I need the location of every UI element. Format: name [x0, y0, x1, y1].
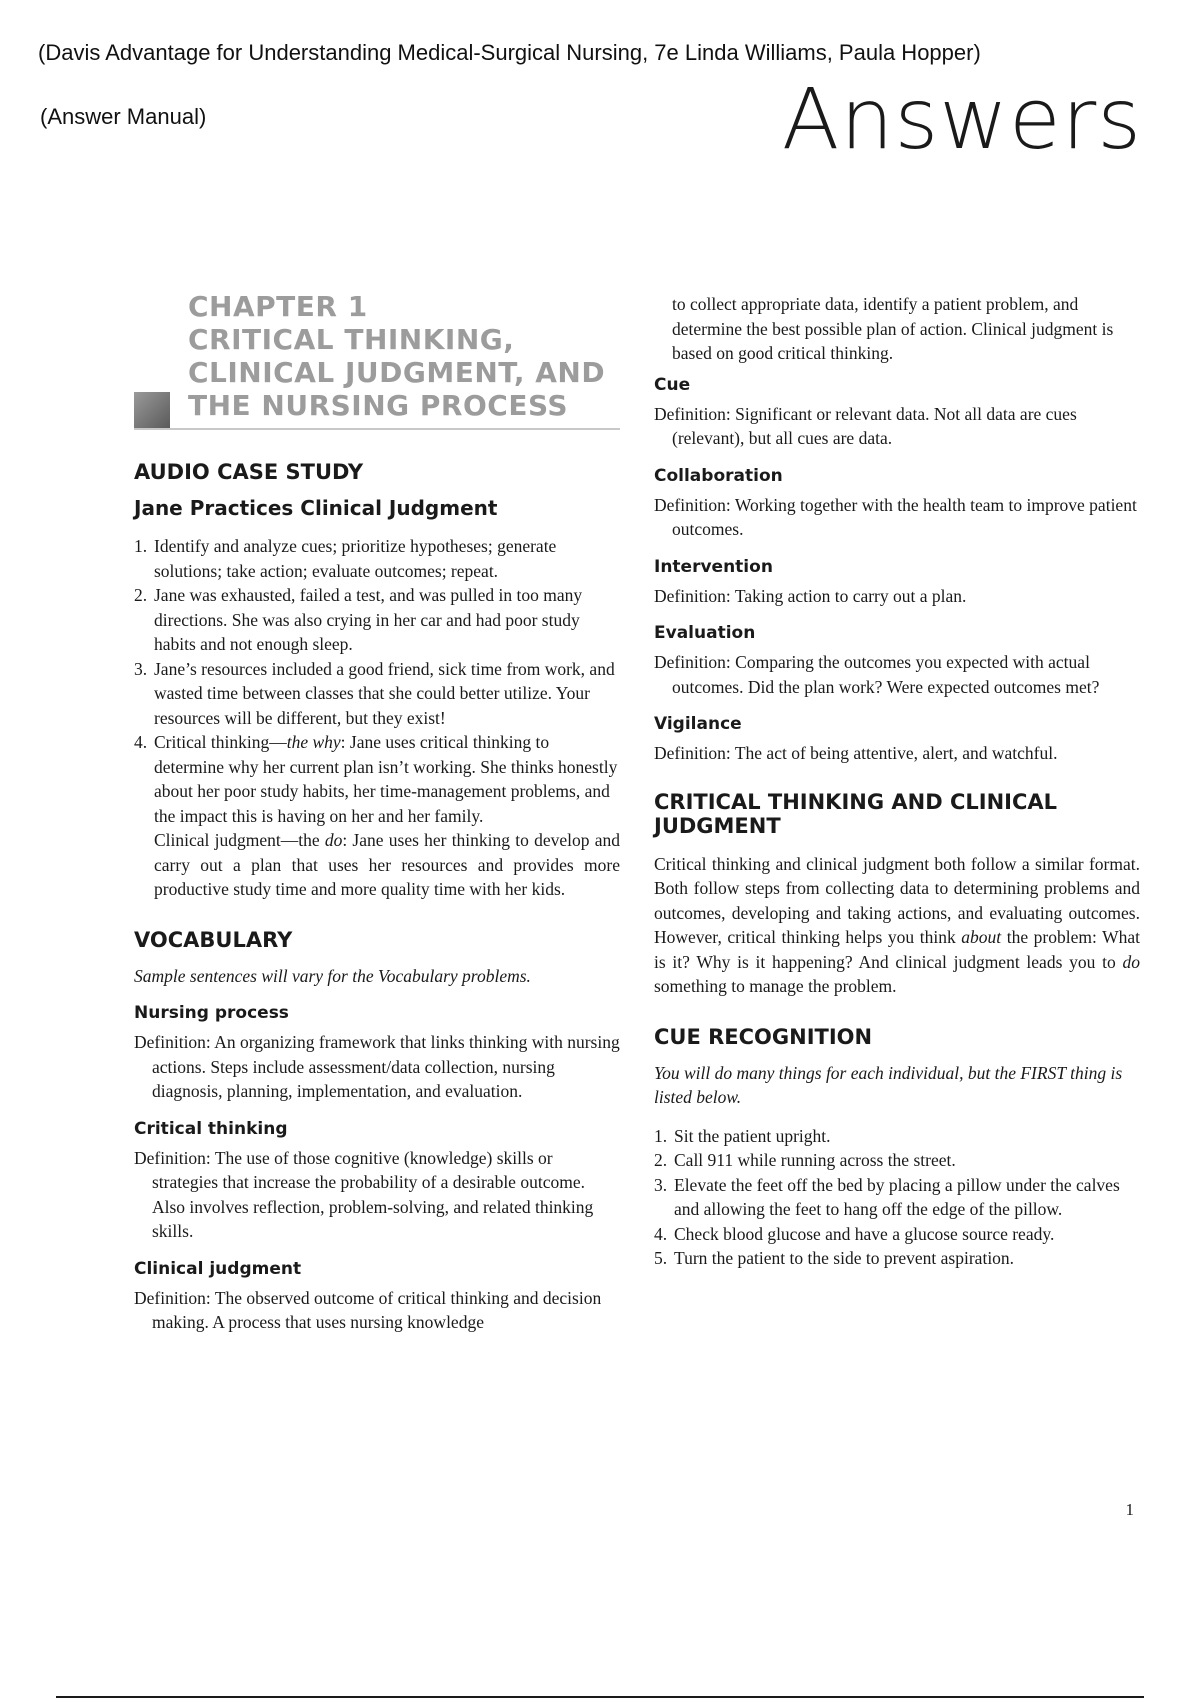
- source-citation: (Davis Advantage for Understanding Medical-Surgical Nursing, 7e Linda Williams, Paula Hopper): [38, 40, 981, 65]
- term-heading: Nursing process: [134, 1003, 289, 1023]
- term-heading: Collaboration: [654, 465, 783, 486]
- vocabulary-heading: VOCABULARY: [134, 927, 293, 952]
- term-definition: Definition: Significant or relevant data. Not all data are cues (relevant), but all cues are data.: [654, 403, 1077, 448]
- right-column: [654, 292, 1140, 1297]
- answer-manual-label: (Answer Manual): [40, 104, 207, 129]
- list-item: 3. Jane’s resources included a good friend, sick time from work, and wasted time between classes that she could better utilize. Your resources will be different, but they exist!: [134, 658, 615, 728]
- list-item: 4. Critical thinking—the why: Jane uses critical thinking to determine why her current plan isn’t working. She thinks honestly about her poor study habits, her time-management problems, and the impact this is having on her and her family.: [134, 732, 618, 826]
- term-heading: Evaluation: [654, 623, 756, 643]
- chapter-marker-block: [134, 392, 170, 428]
- list-item: 2. Call 911 while running across the street.: [654, 1150, 956, 1170]
- chapter-line: THE NURSING PROCESS: [188, 389, 569, 422]
- term-definition: Definition: An organizing framework that links thinking with nursing actions. Steps include assessment/data collection, nursing diagnosis, planning, implementation, and evaluation.: [134, 1032, 620, 1101]
- term-definition: Definition: The act of being attentive, alert, and watchful.: [654, 743, 1058, 763]
- list-item: 3. Elevate the feet off the bed by placing a pillow under the calves and allowing the feet to hang off the edge of the pillow.: [654, 1174, 1120, 1219]
- term-definition: Definition: The observed outcome of critical thinking and decision making. A process that uses nursing knowledge: [134, 1287, 602, 1332]
- chapter-line: CLINICAL JUDGMENT, AND: [188, 356, 606, 389]
- list-item: 1. Sit the patient upright.: [654, 1125, 831, 1146]
- term-heading: Vigilance: [654, 714, 742, 734]
- term-heading: Critical thinking: [134, 1118, 288, 1139]
- audio-case-list: [134, 534, 620, 828]
- term-heading: Intervention: [654, 556, 773, 577]
- list-item: 2. Jane was exhausted, failed a test, and was pulled in too many directions. She was also crying in her car and had poor study habits and not enough sleep.: [134, 585, 583, 654]
- clinical-judgment-paragraph: Clinical judgment—the do: Jane uses her thinking to develop and carry out a plan that uses her resources and provides more productive study time and more quality time with her kids.: [154, 830, 620, 899]
- audio-case-study-heading: AUDIO CASE STUDY: [134, 460, 364, 484]
- answers-title: Answers: [781, 70, 1142, 168]
- left-column: [134, 290, 620, 1335]
- term-definition: Definition: The use of those cognitive (knowledge) skills or strategies that increase the probability of a desirable outcome. Also involves reflection, problem-solving, and related thinking skills.: [134, 1147, 594, 1241]
- chapter-line: CHAPTER 1: [188, 290, 368, 323]
- term-definition: Definition: Working together with the health team to improve patient outcomes.: [654, 494, 1137, 539]
- cue-recognition-heading: CUE RECOGNITION: [654, 1024, 873, 1049]
- chapter-title: [188, 290, 620, 422]
- audio-case-subheading: Jane Practices Clinical Judgment: [134, 496, 498, 520]
- ctcj-paragraph: Critical thinking and clinical judgment both follow a similar format. Both follow steps from collecting data to determining problems and outcomes, developing and taking actions, and evaluating outcomes. However, critical thinking helps you think about the problem: What is it? Why is it happening? And clinical judgment leads you to do something to manage the problem.: [654, 853, 1140, 996]
- cue-recognition-list: [654, 1124, 1140, 1271]
- chapter-heading: [134, 290, 620, 430]
- vocabulary-note: Sample sentences will vary for the Vocabulary problems.: [134, 965, 531, 986]
- chapter-line: CRITICAL THINKING,: [188, 323, 515, 356]
- critical-thinking-clinical-judgment-heading: CRITICAL THINKING AND CLINICAL JUDGMENT: [654, 789, 1057, 838]
- term-definition: Definition: Comparing the outcomes you expected with actual outcomes. Did the plan work? Were expected outcomes met?: [654, 652, 1100, 697]
- bottom-rule: [56, 1696, 1144, 1698]
- list-item: 4. Check blood glucose and have a glucose source ready.: [654, 1223, 1055, 1244]
- cue-recognition-note: You will do many things for each individual, but the FIRST thing is listed below.: [654, 1062, 1123, 1107]
- list-item: 5. Turn the patient to the side to prevent aspiration.: [654, 1248, 1015, 1268]
- term-heading: Cue: [654, 374, 691, 395]
- term-heading: Clinical judgment: [134, 1258, 302, 1279]
- page-number: 1: [1125, 1500, 1134, 1519]
- term-definition: Definition: Taking action to carry out a plan.: [654, 585, 967, 606]
- clinical-judgment-definition-continued: to collect appropriate data, identify a patient problem, and determine the best possible plan of action. Clinical judgment is based on good critical thinking.: [672, 294, 1114, 363]
- list-item: 1. Identify and analyze cues; prioritize hypotheses; generate solutions; take action; evaluate outcomes; repeat.: [134, 536, 557, 581]
